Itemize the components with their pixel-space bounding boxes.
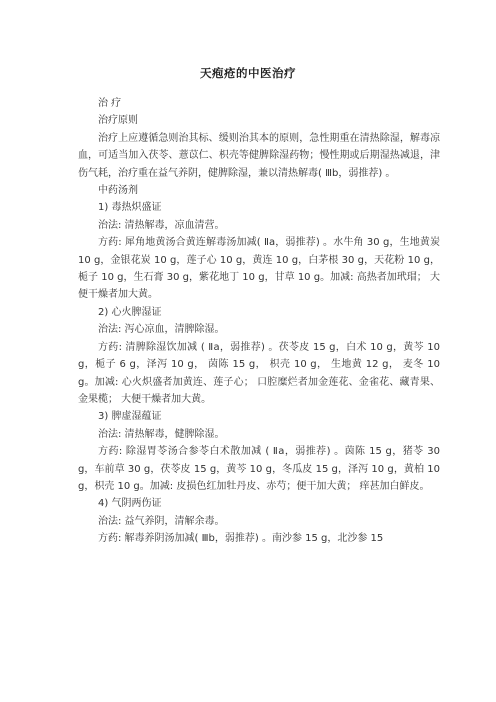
prescription-paragraph-4: 方药: 解毒养阴汤加减( Ⅲb，弱推荐) 。南沙参 15 g，北沙参 15 (98, 533, 384, 545)
document-title: 天疱疮的中医治疗 (200, 66, 296, 80)
prescription-paragraph-3: 方药: 除湿胃苓汤合参苓白术散加减 ( Ⅱa，弱推荐) 。茵陈 15 g，猪苓 30 g，车前草 30 g，茯苓皮 15 g，黄芩 10 g，冬瓜皮 15 g，泽泻 10 g，黄柏 10 g，枳壳 10 g。加减: 皮损色红加牡丹皮、赤芍；便干加大黄； 痒甚加白鲜皮。 (78, 446, 440, 492)
prescription-paragraph-1: 方药: 犀角地黄汤合黄连解毒汤加减( Ⅱa，弱推荐) 。水牛角 30 g，生地黄炭 10 g，金银花炭 10 g，莲子心 10 g，黄连 10 g，白茅根 30 g，天花粉 10 g，栀子 10 g，生石膏 30 g，紫花地丁 10 g，甘草 10 g。加减: 高热者加玳瑁； 大便干燥者加大黄。 (78, 237, 440, 301)
section-heading-principle: 治疗原则 (98, 115, 138, 127)
method-paragraph-2: 治法: 泻心凉血，清脾除湿。 (98, 324, 225, 336)
section-heading-decoction: 中药汤剂 (98, 185, 138, 197)
prescription-paragraph-2: 方药: 清脾除湿饮加减 ( Ⅱa，弱推荐) 。茯苓皮 15 g，白术 10 g，黄芩 10 g，栀子 6 g，泽泻 10 g， 茵陈 15 g， 枳壳 10 g， 生地黄 12 g， 麦冬 10 g。加减: 心火炽盛者加黄连、莲子心； 口腔糜烂者加金莲花、金雀花、藏青果、金果榄； 大便干燥者加大黄。 (78, 341, 440, 405)
syndrome-heading-4: 4) 气阴两伤证 (98, 498, 162, 510)
method-paragraph-3: 治法: 清热解毒，健脾除湿。 (98, 428, 225, 440)
method-paragraph-1: 治法: 清热解毒，凉血清营。 (98, 219, 225, 231)
document-body (78, 95, 440, 548)
method-paragraph-4: 治法: 益气养阴，清解余毒。 (98, 515, 225, 527)
syndrome-heading-2: 2) 心火脾湿证 (98, 306, 162, 318)
syndrome-heading-3: 3) 脾虚湿蕴证 (98, 411, 162, 423)
section-heading-treatment: 治 疗 (98, 98, 122, 109)
syndrome-heading-1: 1) 毒热炽盛证 (98, 202, 162, 214)
principle-paragraph: 治疗上应遵循急则治其标、缓则治其本的原则，急性期重在清热除湿，解毒凉血，可适当加入茯苓、薏苡仁、枳壳等健脾除湿药物；慢性期或后期湿热减退，津伤气耗，治疗重在益气养阴，健脾除湿，兼以清热解毒( Ⅲb，弱推荐) 。 (78, 132, 440, 179)
